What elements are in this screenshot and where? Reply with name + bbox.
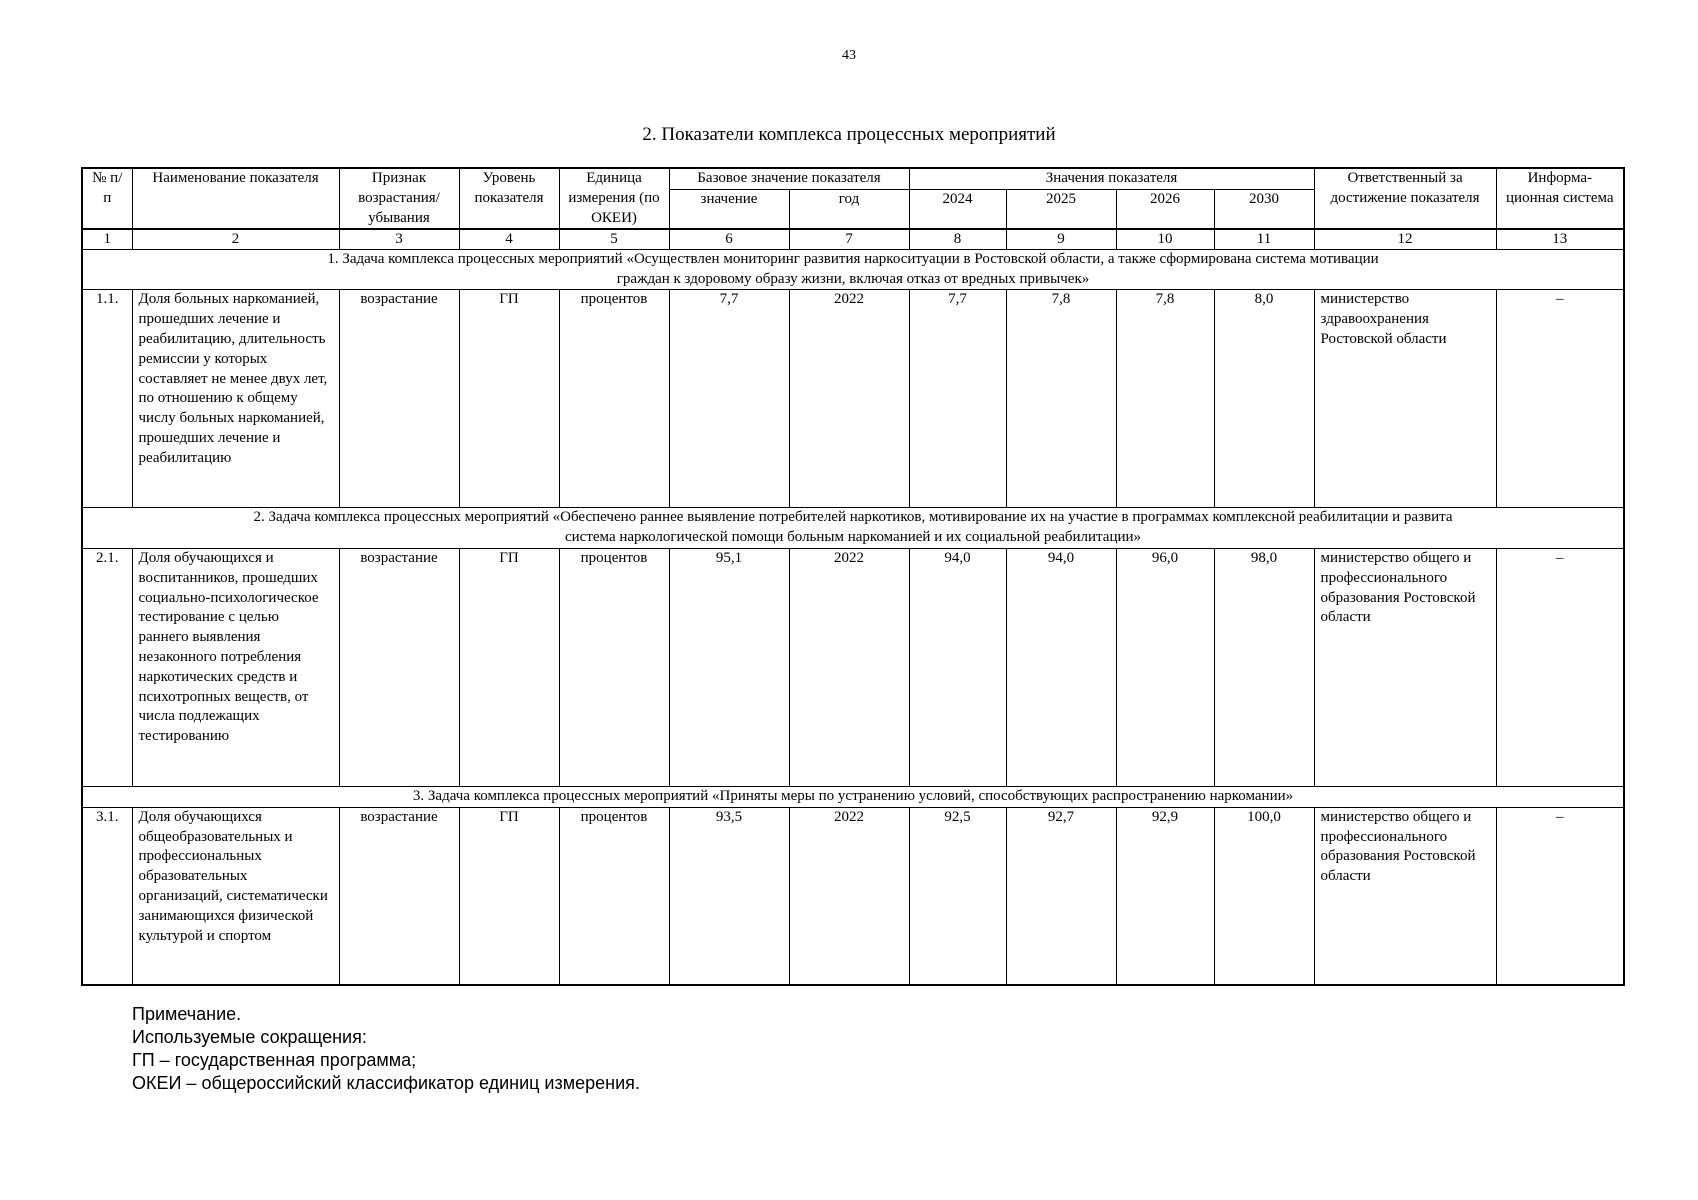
indicator-base-value: 93,5: [669, 807, 789, 985]
column-number: 11: [1214, 229, 1314, 249]
indicator-value-2026: 96,0: [1116, 549, 1214, 787]
indicator-num: 2.1.: [82, 549, 132, 787]
indicator-base-value: 95,1: [669, 549, 789, 787]
header-2030: 2030: [1214, 189, 1314, 229]
indicator-value-2030: 100,0: [1214, 807, 1314, 985]
header-base-year: год: [789, 189, 909, 229]
indicator-infosys: –: [1496, 549, 1624, 787]
indicator-row-3-1: [82, 807, 1624, 985]
column-number: 13: [1496, 229, 1624, 249]
task-row-3: [82, 787, 1624, 808]
note-line: Используемые сокращения:: [132, 1027, 367, 1047]
indicator-base-value: 7,7: [669, 290, 789, 508]
page-title: 2. Показатели комплекса процессных мероприятий: [642, 124, 1056, 145]
header-num: № п/п: [82, 168, 132, 229]
indicator-value-2025: 94,0: [1006, 549, 1116, 787]
column-number: 6: [669, 229, 789, 249]
column-number: 1: [82, 229, 132, 249]
header-responsible: Ответственный за достижение показателя: [1314, 168, 1496, 229]
column-number: 5: [559, 229, 669, 249]
indicator-num: 1.1.: [82, 290, 132, 508]
task-title: 3. Задача комплекса процессных мероприятий «Приняты меры по устранению условий, способствующих распространению наркомании»: [82, 787, 1624, 808]
header-level: Уровень показателя: [459, 168, 559, 229]
indicator-value-2026: 7,8: [1116, 290, 1214, 508]
indicator-responsible: министерство здравоохранения Ростовской области: [1314, 290, 1496, 508]
header-row-1: [82, 168, 1624, 189]
column-number: 9: [1006, 229, 1116, 249]
header-base: Базовое значение показателя: [669, 168, 909, 189]
header-values: Значения показателя: [909, 168, 1314, 189]
indicator-infosys: –: [1496, 290, 1624, 508]
note-line: ОКЕИ – общероссийский классификатор единиц измерения.: [132, 1073, 640, 1093]
page-number: 43: [842, 48, 856, 63]
header-infosys: Информа-ционная система: [1496, 168, 1624, 229]
indicator-row-2-1: [82, 549, 1624, 787]
header-2025: 2025: [1006, 189, 1116, 229]
note-line: ГП – государственная программа;: [132, 1050, 417, 1070]
header-base-value: значение: [669, 189, 789, 229]
column-number: 12: [1314, 229, 1496, 249]
indicator-name: Доля больных наркоманией, прошедших лечение и реабилитацию, длительность ремиссии у которых составляет не менее двух лет, по отношению к общему числу больных наркоманией, прошедших лечение и реабилитацию: [132, 290, 339, 508]
indicator-sign: возрастание: [339, 549, 459, 787]
column-numbers-row: [82, 229, 1624, 249]
indicator-unit: процентов: [559, 807, 669, 985]
header-name: Наименование показателя: [132, 168, 339, 229]
indicator-base-year: 2022: [789, 549, 909, 787]
indicator-unit: процентов: [559, 549, 669, 787]
indicator-value-2030: 98,0: [1214, 549, 1314, 787]
column-number: 8: [909, 229, 1006, 249]
column-number: 10: [1116, 229, 1214, 249]
column-number: 2: [132, 229, 339, 249]
task-row-2: [82, 508, 1624, 549]
indicator-level: ГП: [459, 290, 559, 508]
header-2024: 2024: [909, 189, 1006, 229]
notes-block: [132, 1003, 640, 1095]
task-row-1: [82, 249, 1624, 290]
task-title: 2. Задача комплекса процессных мероприятий «Обеспечено раннее выявление потребителей наркотиков, мотивирование их на участие в программах комплексной реабилитации и развита система наркологической помощи больным наркоманией и их социальной реабилитации»: [82, 508, 1624, 549]
indicator-name: Доля обучающихся и воспитанников, прошедших социально-психологическое тестирование с целью раннего выявления незаконного потребления наркотических средств и психотропных веществ, от числа подлежащих тестированию: [132, 549, 339, 787]
indicator-value-2024: 92,5: [909, 807, 1006, 985]
indicator-base-year: 2022: [789, 290, 909, 508]
header-sign: Признак возрастания/ убывания: [339, 168, 459, 229]
indicator-value-2030: 8,0: [1214, 290, 1314, 508]
indicator-value-2024: 7,7: [909, 290, 1006, 508]
indicator-num: 3.1.: [82, 807, 132, 985]
indicator-level: ГП: [459, 549, 559, 787]
indicator-infosys: –: [1496, 807, 1624, 985]
indicator-sign: возрастание: [339, 290, 459, 508]
header-2026: 2026: [1116, 189, 1214, 229]
header-unit: Единица измерения (по ОКЕИ): [559, 168, 669, 229]
indicator-base-year: 2022: [789, 807, 909, 985]
column-number: 4: [459, 229, 559, 249]
note-line: Примечание.: [132, 1004, 242, 1024]
indicator-value-2026: 92,9: [1116, 807, 1214, 985]
indicator-responsible: министерство общего и профессионального образования Ростовской области: [1314, 549, 1496, 787]
indicator-value-2024: 94,0: [909, 549, 1006, 787]
indicator-name: Доля обучающихся общеобразовательных и профессиональных образовательных организаций, систематически занимающихся физической культурой и спортом: [132, 807, 339, 985]
indicator-sign: возрастание: [339, 807, 459, 985]
task-title: 1. Задача комплекса процессных мероприятий «Осуществлен мониторинг развития наркоситуации в Ростовской области, а также сформирована система мотивации граждан к здоровому образу жизни, включая отказ от вредных привычек»: [82, 249, 1624, 290]
indicators-table: [81, 167, 1625, 986]
indicator-responsible: министерство общего и профессионального образования Ростовской области: [1314, 807, 1496, 985]
column-number: 7: [789, 229, 909, 249]
column-number: 3: [339, 229, 459, 249]
indicator-unit: процентов: [559, 290, 669, 508]
indicator-row-1-1: [82, 290, 1624, 508]
indicator-value-2025: 92,7: [1006, 807, 1116, 985]
indicator-value-2025: 7,8: [1006, 290, 1116, 508]
indicator-level: ГП: [459, 807, 559, 985]
